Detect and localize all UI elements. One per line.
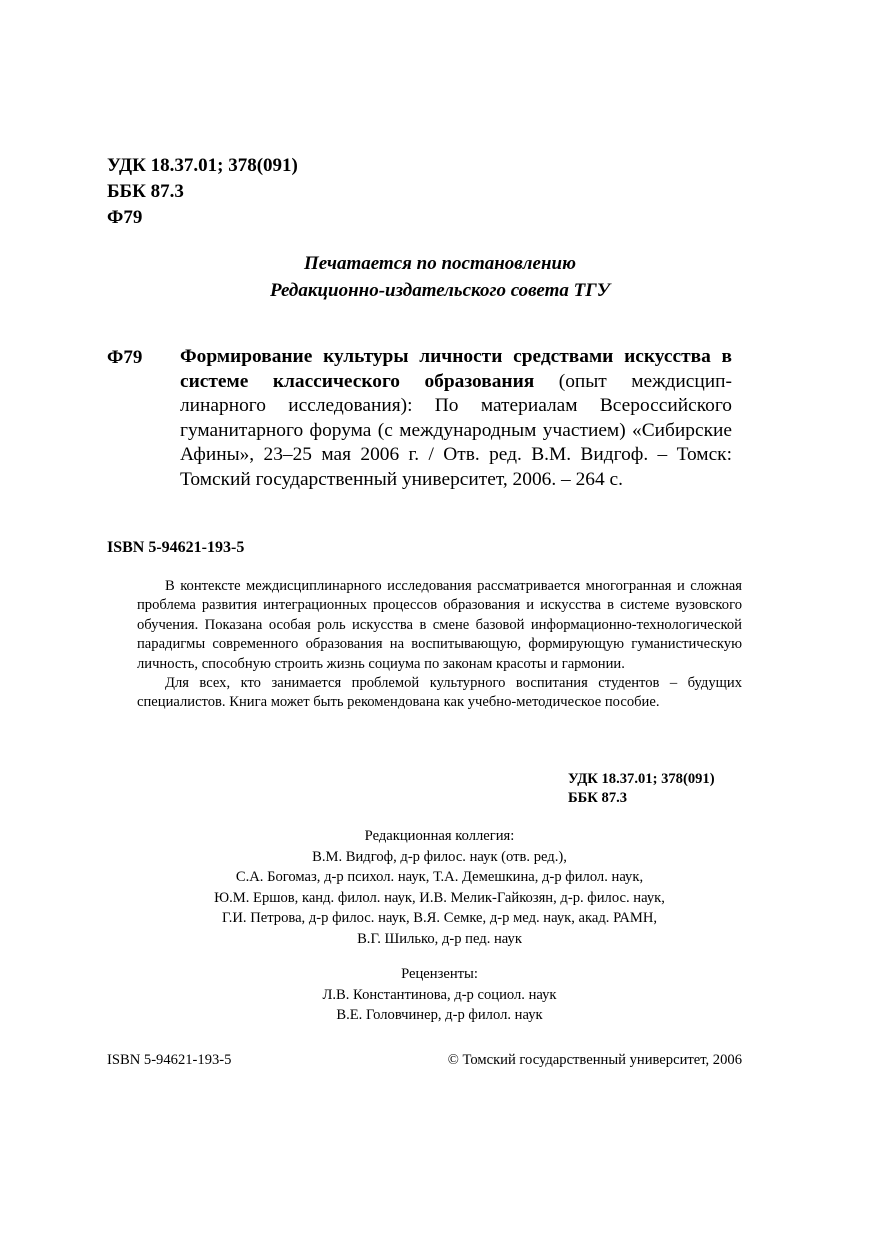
abstract-paragraph: Для всех, кто занимается проблемой культурного воспитания студентов – будущих специалистов. Книга может быть рекомендована как учебно-методическое пособие. <box>137 675 742 711</box>
entry-title: Формирование культуры личности средствами искусства в системе классического образования <box>180 346 732 392</box>
bbk-code: ББК 87.3 <box>107 181 184 202</box>
bibliographic-entry <box>180 345 732 492</box>
entry-details: (опыт междисциплинарного исследования): По материалам Всероссийского гуманитарного форума (с международным участием) «Сибирские Афины», 23–25 мая 2006 г. / Отв. ред. В.М. Видгоф. – Томск: Томский государственный университет, 2006. – 264 с. <box>180 370 733 490</box>
reviewer-line: Л.В. Константинова, д-р социол. наук <box>322 986 557 1003</box>
editorial-board-line: В.Г. Шилько, д-р пед. наук <box>357 930 522 947</box>
classification-codes <box>107 153 298 231</box>
editorial-board-line: С.А. Богомаз, д-р психол. наук, Т.А. Демешкина, д-р филол. наук, <box>235 869 644 885</box>
publishing-note <box>170 250 710 304</box>
reviewers <box>137 964 742 1026</box>
udk-code: УДК 18.37.01; 378(091) <box>107 155 298 176</box>
editorial-board-heading: Редакционная коллегия: <box>364 828 515 844</box>
editorial-board <box>137 826 742 949</box>
classification-codes-right <box>568 770 715 808</box>
reviewers-heading: Рецензенты: <box>401 966 478 982</box>
isbn-main: ISBN 5-94621-193-5 <box>107 539 245 556</box>
editorial-board-line: В.М. Видгоф, д-р филос. наук (отв. ред.), <box>312 848 567 865</box>
footer-isbn: ISBN 5-94621-193-5 <box>107 1052 232 1068</box>
editorial-board-line: Ю.М. Ершов, канд. филол. наук, И.В. Мелик-Гайкозян, д-р. филос. наук, <box>214 889 665 906</box>
udk-code: УДК 18.37.01; 378(091) <box>568 771 715 787</box>
entry-author-mark: Ф79 <box>107 347 143 368</box>
author-mark: Ф79 <box>107 207 143 228</box>
publishing-note-line1: Печатается по постановлению <box>304 253 576 274</box>
publishing-note-line2: Редакционно-издательского совета ТГУ <box>270 280 610 301</box>
footer-copyright: © Томский государственный университет, 2006 <box>447 1052 742 1068</box>
editorial-board-line: Г.И. Петрова, д-р филос. наук, В.Я. Семке, д-р мед. наук, акад. РАМН, <box>221 910 658 926</box>
reviewer-line: В.Е. Головчинер, д-р филол. наук <box>336 1007 543 1023</box>
abstract <box>137 577 742 713</box>
bbk-code: ББК 87.3 <box>568 790 628 806</box>
abstract-paragraph: В контексте междисциплинарного исследования рассматривается многогранная и сложная проблема развития интеграционных процессов образования и искусства в системе вузовского обучения. Показана особая роль искусства в смене базовой информационно-технологической парадигмы современного образования на воспитывающую, формирующую гуманистическую личность, способную строить жизнь социума по законам красоты и гармонии. <box>137 578 742 672</box>
